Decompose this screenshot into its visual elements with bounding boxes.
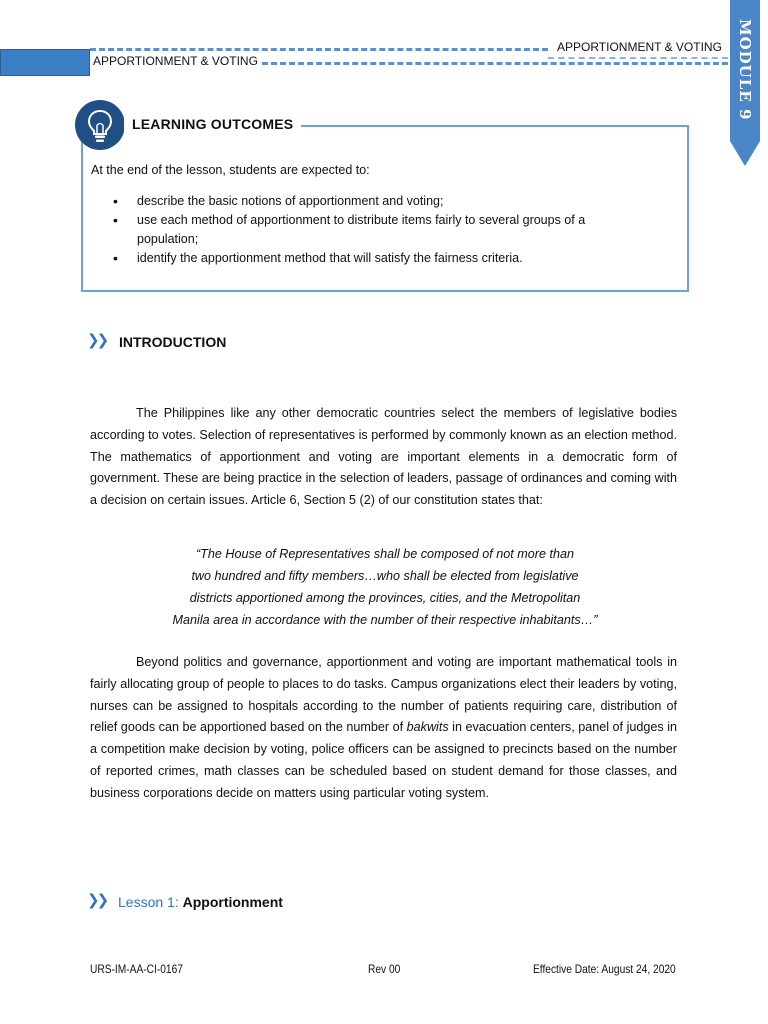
introduction-paragraph-1: The Philippines like any other democratic countries select the members of legislative bodies according to votes. Selection of representatives is performed by commonly known as an election method. The mathematics of apportionment and voting are important elements in a democratic form of government. These are being practice in the selection of leaders, passage of ordinances and coming with a decision on certain issues. Article 6, Section 5 (2) of our constitution states that: (90, 406, 677, 508)
constitution-quote (130, 543, 640, 631)
module-label-wrap (730, 0, 760, 140)
header-dashed-line-top (90, 48, 548, 51)
paragraph-text: in evacuation centers, panel of judges in a competition make decision by voting, police officers can be assigned to precincts based on the number of reported crimes, math classes can be scheduled based on student demand for those classes, and business corporations decide on matters using particular voting system. (90, 720, 677, 800)
introduction-paragraph-2 (90, 652, 677, 805)
header-title-right: APPORTIONMENT & VOTING (557, 40, 722, 54)
quote-line: districts apportioned among the provinces, cities, and the Metropolitan (189, 591, 581, 605)
footer-document-code: URS-IM-AA-CI-0167 (90, 962, 183, 976)
module-label: MODULE 9 (736, 19, 754, 121)
lightbulb-icon (75, 100, 125, 150)
list-item: • use each method of apportionment to distribute items fairly to several groups of a population; (113, 211, 593, 249)
footer-revision: Rev 00 (368, 962, 401, 976)
lesson-label: Lesson 1: (118, 894, 179, 910)
lesson-heading (118, 894, 283, 910)
header-title-left: APPORTIONMENT & VOTING (93, 54, 258, 68)
introduction-heading: INTRODUCTION (119, 334, 227, 350)
quote-line: “The House of Representatives shall be composed of not more than (195, 547, 575, 561)
double-chevron-icon: ❯❯ (87, 332, 107, 349)
header-dashed-line-bottom (262, 62, 728, 65)
header-color-block (0, 49, 90, 76)
lesson-title: Apportionment (182, 894, 283, 910)
list-item: • describe the basic notions of apportionment and voting; (113, 192, 593, 211)
list-item: • identify the apportionment method that will satisfy the fairness criteria. (113, 249, 593, 268)
learning-outcomes-title: LEARNING OUTCOMES (124, 116, 301, 132)
quote-line: two hundred and fifty members…who shall be elected from legislative (191, 569, 579, 583)
header-dashed-line-right (548, 57, 728, 59)
learning-outcomes-list (113, 192, 593, 268)
footer-effective-date: Effective Date: August 24, 2020 (533, 962, 676, 976)
paragraph-italic-term: bakwits (406, 720, 449, 735)
paragraph-text: Beyond politics and governance, apportionment and voting are important mathematical tools in fairly allocating group of people to places to do tasks. Campus organizations elect their leaders by voting, nurses can be assigned to hospitals according to the number of patients requiring care, distribution of relief goods can be apportioned based on the number of (90, 655, 677, 735)
double-chevron-icon: ❯❯ (87, 892, 107, 909)
quote-line: Manila area in accordance with the number of their respective inhabitants…” (172, 613, 598, 627)
learning-outcomes-intro: At the end of the lesson, students are expected to: (91, 163, 370, 177)
